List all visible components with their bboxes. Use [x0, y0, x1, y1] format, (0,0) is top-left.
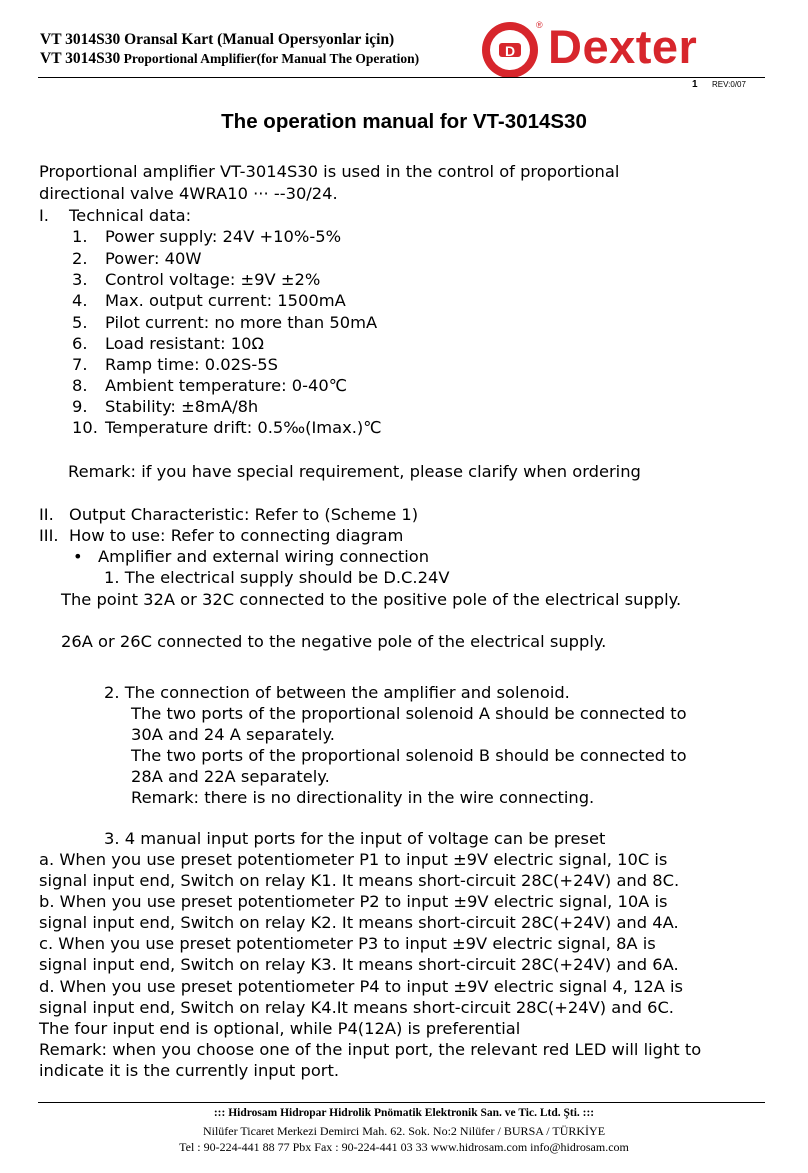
spec-item: 5. Pilot current: no more than 50mA: [72, 313, 378, 332]
registered-mark: ®: [536, 20, 543, 30]
spec-item: 3. Control voltage: ±9V ±2%: [72, 270, 321, 289]
header-subtitle: Proportional Amplifier(for Manual The Operation): [120, 51, 420, 66]
spec-item: 9. Stability: ±8mA/8h: [72, 397, 259, 416]
step-2-line: The two ports of the proportional solenoid B should be connected to: [131, 746, 687, 765]
step-2-heading: 2. The connection of between the amplifier and solenoid.: [104, 683, 570, 702]
step-3-line: Remark: when you choose one of the input port, the relevant red LED will light to: [39, 1040, 702, 1059]
header-model: VT 3014S30: [40, 50, 121, 67]
footer-rule: [38, 1102, 765, 1103]
step-2-line: The two ports of the proportional solenoid A should be connected to: [131, 704, 687, 723]
spec-item: 4. Max. output current: 1500mA: [72, 291, 346, 310]
step-3-line: The four input end is optional, while P4(12A) is preferential: [39, 1019, 521, 1038]
intro-line-2: directional valve 4WRA10 ··· --30/24.: [39, 184, 338, 203]
spec-item: 1. Power supply: 24V +10%-5%: [72, 227, 342, 246]
logo-wordmark: Dexter: [548, 20, 698, 73]
logo-mark-letter: D: [504, 43, 516, 59]
intro-line-1: Proportional amplifier VT-3014S30 is used in the control of proportional: [39, 162, 620, 181]
page-number: 1: [692, 79, 698, 90]
spec-item: 10. Temperature drift: 0.5‰(Imax.)℃: [72, 418, 382, 437]
footer-company: ::: Hidrosam Hidropar Hidrolik Pnömatik Elektronik San. ve Tic. Ltd. Şti. :::: [213, 1107, 595, 1119]
bullet-icon: •: [73, 547, 83, 566]
step-3-line: signal input end, Switch on relay K1. It means short-circuit 28C(+24V) and 8C.: [39, 871, 680, 890]
footer-contact: Tel : 90-224-441 88 77 Pbx Fax : 90-224-441 03 33 www.hidrosam.com info@hidrosam.com: [179, 1140, 629, 1154]
section-1-numeral: I.: [39, 206, 49, 225]
page-title: The operation manual for VT-3014S30: [221, 110, 587, 133]
step-3-line: c. When you use preset potentiometer P3 to input ±9V electric signal, 8A is: [39, 934, 656, 953]
step-1-heading: 1. The electrical supply should be D.C.24V: [104, 568, 450, 587]
revision-label: REV:0/07: [712, 80, 746, 89]
bullet-text: Amplifier and external wiring connection: [98, 547, 430, 566]
section-2-numeral: II.: [39, 505, 54, 524]
step-3-heading: 3. 4 manual input ports for the input of voltage can be preset: [104, 829, 606, 848]
spec-item: 8. Ambient temperature: 0-40℃: [72, 376, 347, 395]
step-3-line: signal input end, Switch on relay K3. It means short-circuit 28C(+24V) and 6A.: [39, 955, 679, 974]
header-doc-title-tr: VT 3014S30 Oransal Kart (Manual Opersyonlar için): [40, 31, 395, 48]
step-2-line: Remark: there is no directionality in the wire connecting.: [131, 788, 595, 807]
step-3-line: signal input end, Switch on relay K4.It means short-circuit 28C(+24V) and 6C.: [39, 998, 674, 1017]
step-3-line: signal input end, Switch on relay K2. It means short-circuit 28C(+24V) and 4A.: [39, 913, 679, 932]
section-1-heading: Technical data:: [69, 206, 192, 225]
spec-item: 7. Ramp time: 0.02S-5S: [72, 355, 278, 374]
step-2-line: 30A and 24 A separately.: [131, 725, 335, 744]
section-3-text: How to use: Refer to connecting diagram: [69, 526, 404, 545]
spec-item: 6. Load resistant: 10Ω: [72, 334, 264, 353]
step-3-line: d. When you use preset potentiometer P4 to input ±9V electric signal 4, 12A is: [39, 977, 684, 996]
step-3-line: b. When you use preset potentiometer P2 to input ±9V electric signal, 10A is: [39, 892, 668, 911]
header-rule: [38, 77, 765, 78]
spec-remark: Remark: if you have special requirement, please clarify when ordering: [68, 462, 641, 481]
section-3-numeral: III.: [39, 526, 59, 545]
header-doc-title-en: [40, 50, 419, 68]
step-1-negative: 26A or 26C connected to the negative pole of the electrical supply.: [61, 632, 607, 651]
section-2-text: Output Characteristic: Refer to (Scheme 1): [69, 505, 419, 524]
step-2-line: 28A and 22A separately.: [131, 767, 330, 786]
step-3-line: indicate it is the currently input port.: [39, 1061, 340, 1080]
step-3-line: a. When you use preset potentiometer P1 to input ±9V electric signal, 10C is: [39, 850, 668, 869]
spec-item: 2. Power: 40W: [72, 249, 202, 268]
step-1-positive: The point 32A or 32C connected to the positive pole of the electrical supply.: [61, 590, 682, 609]
footer-address: Nilüfer Ticaret Merkezi Demirci Mah. 62. Sok. No:2 Nilüfer / BURSA / TÜRKİYE: [202, 1124, 606, 1138]
